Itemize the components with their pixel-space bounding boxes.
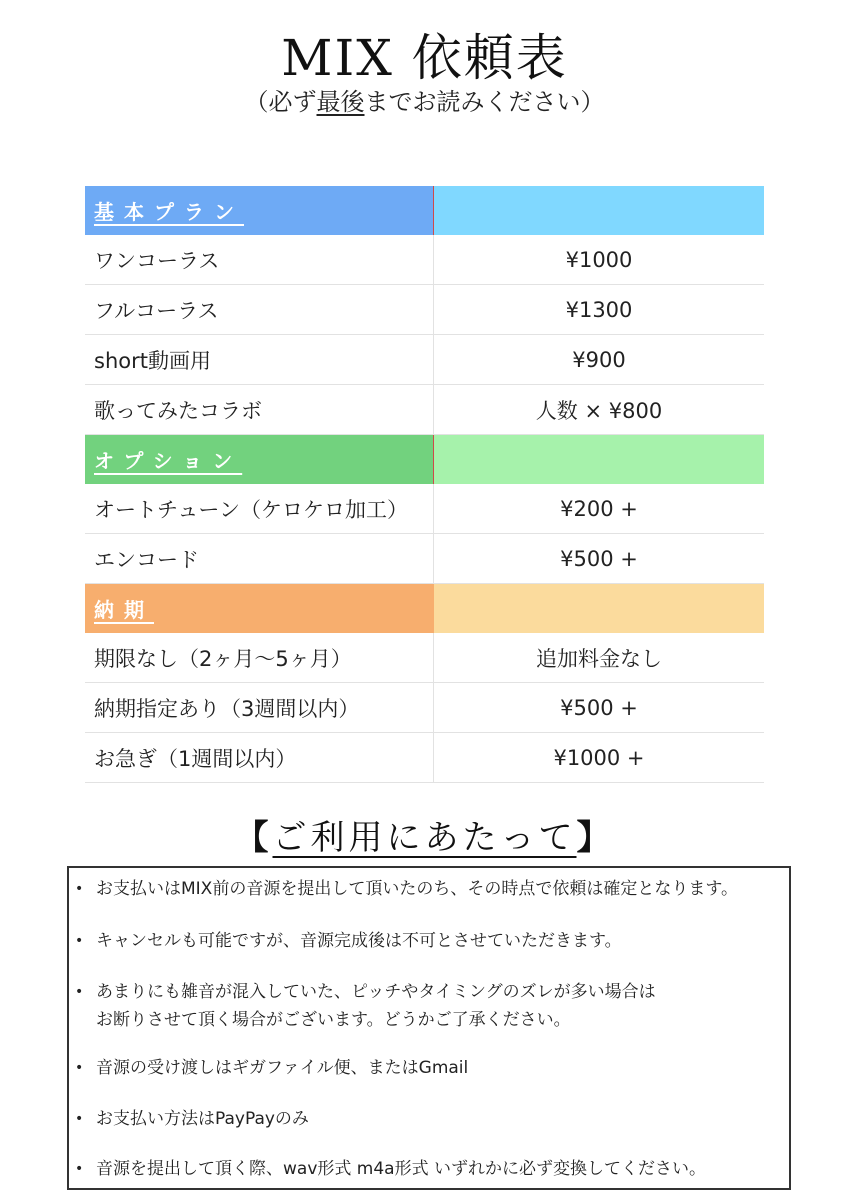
delivery-label: 納期指定あり（3週間以内）: [85, 683, 434, 733]
section-heading-cell: [85, 186, 434, 235]
section-heading: オプション: [94, 449, 243, 473]
bullet-icon: •: [75, 881, 84, 897]
delivery-price: ¥500 +: [434, 683, 765, 733]
bullet-icon: •: [75, 1060, 84, 1076]
page-subtitle: [0, 84, 849, 120]
section-heading-fill: [434, 584, 765, 634]
notice-text: 音源を提出して頂く際、wav形式 m4a形式 いずれかに必ず変換してください。: [96, 1159, 706, 1179]
section-heading: 納期: [94, 598, 154, 622]
bullet-icon: •: [75, 933, 84, 949]
bullet-icon: •: [75, 1111, 84, 1127]
section-heading-cell: [85, 435, 434, 485]
price-row: [85, 385, 764, 435]
notice-text: 音源の受け渡しはギガファイル便、またはGmail: [96, 1058, 469, 1078]
price-row: [85, 733, 764, 783]
price-table: [85, 186, 764, 783]
subtitle-after: までお読みください）: [364, 88, 605, 116]
plan-price: ¥1300: [434, 285, 765, 335]
price-row: [85, 285, 764, 335]
section-heading: 基本プラン: [94, 200, 244, 224]
option-label: オートチューン（ケロケロ加工）: [85, 484, 434, 534]
page-title: MIX 依頼表: [281, 29, 568, 87]
notice-text: お支払いはMIX前の音源を提出して頂いたのち、その時点で依頼は確定となります。: [96, 879, 738, 899]
delivery-price: ¥1000 +: [434, 733, 765, 783]
price-row: [85, 484, 764, 534]
plan-price: 人数 × ¥800: [434, 385, 765, 435]
section-heading-fill: [434, 186, 765, 235]
option-label: エンコード: [85, 534, 434, 584]
price-row: [85, 633, 764, 683]
section-heading-cell: [85, 584, 434, 634]
notice-text: あまりにも雑音が混入していた、ピッチやタイミングのズレが多い場合は お断りさせて頂く場合がございます。どうかご了承ください。: [96, 982, 656, 1030]
price-row: [85, 235, 764, 285]
price-row: [85, 683, 764, 733]
section-header-basic-plan: [85, 186, 764, 235]
notice-text: お支払い方法はPayPayのみ: [96, 1109, 309, 1129]
price-row: [85, 335, 764, 385]
notice-text: キャンセルも可能ですが、音源完成後は不可とさせていただきます。: [96, 931, 622, 951]
option-price: ¥500 +: [434, 534, 765, 584]
plan-label: 歌ってみたコラボ: [85, 385, 434, 435]
subtitle-before: （必ず: [244, 88, 317, 116]
plan-label: ワンコーラス: [85, 235, 434, 285]
plan-label: short動画用: [85, 335, 434, 385]
notice-box: [67, 866, 791, 1190]
bracket-open: 【: [234, 818, 273, 858]
section-heading-fill: [434, 435, 765, 485]
bracket-close: 】: [576, 818, 615, 858]
notice-heading-text: ご利用にあたって: [272, 818, 577, 858]
section-header-delivery: [85, 584, 764, 634]
bullet-icon: •: [75, 984, 84, 1000]
plan-price: ¥900: [434, 335, 765, 385]
notice-heading: [0, 812, 849, 864]
delivery-label: お急ぎ（1週間以内）: [85, 733, 434, 783]
section-header-options: [85, 435, 764, 485]
delivery-label: 期限なし（2ヶ月〜5ヶ月）: [85, 633, 434, 683]
delivery-price: 追加料金なし: [434, 633, 765, 683]
subtitle-emphasis: 最後: [316, 88, 365, 116]
bullet-icon: •: [75, 1161, 84, 1177]
plan-label: フルコーラス: [85, 285, 434, 335]
plan-price: ¥1000: [434, 235, 765, 285]
option-price: ¥200 +: [434, 484, 765, 534]
price-row: [85, 534, 764, 584]
